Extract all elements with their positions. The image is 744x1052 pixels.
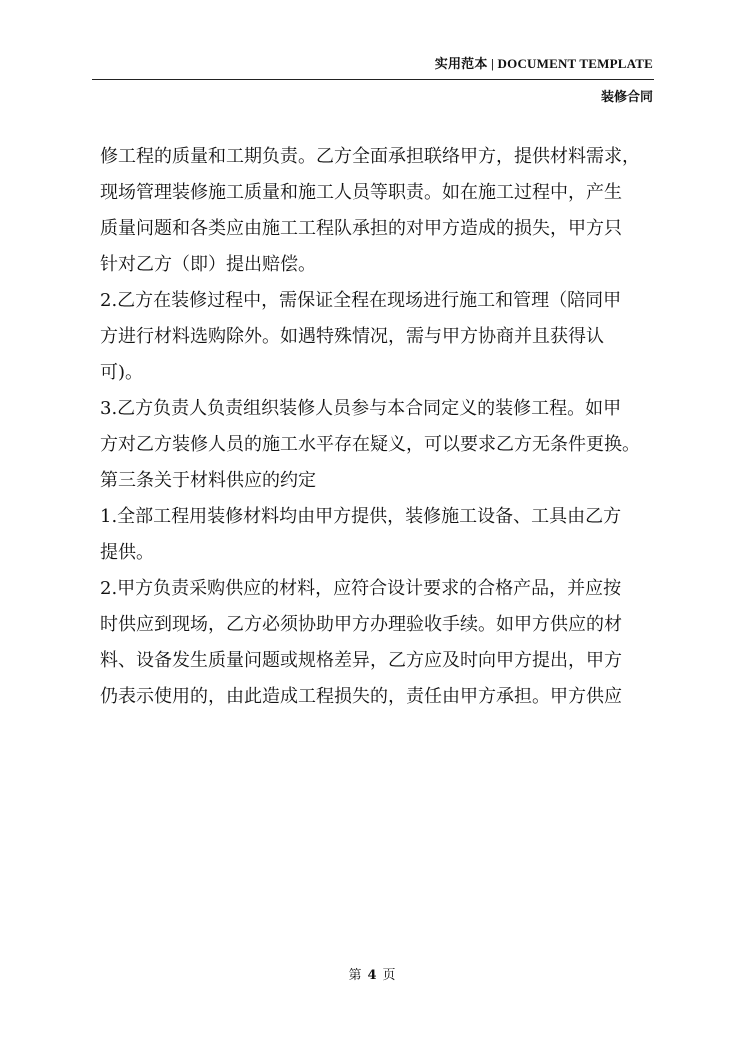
paragraph: 2.乙方在装修过程中，需保证全程在现场进行施工和管理（陪同甲 方进行材料选购除外。如遇特殊情况，需与甲方协商并且获得认 可)。 [100,290,622,383]
paragraph: 3.乙方负责人负责组织装修人员参与本合同定义的装修工程。如甲 方对乙方装修人员的施工水平存在疑义，可以要求乙方无条件更换。 [100,398,640,455]
page-number-suffix: 页 [382,968,396,983]
page-number-prefix: 第 [348,968,362,983]
section-heading: 第三条关于材料供应的约定 [100,470,316,491]
header-subtitle: 装修合同 [600,90,653,105]
paragraph: 修工程的质量和工期负责。乙方全面承担联络甲方，提供材料需求， 现场管理装修施工质量和施工人员等职责。如在施工过程中，产生 质量问题和各类应由施工工程队承担的对甲方造成的损失，甲方只 针对乙方（即）提出赔偿。 [100,146,640,275]
header-title: 实用范本 | DOCUMENT TEMPLATE [434,56,653,71]
page-number: 4 [367,968,377,983]
paragraph: 1.全部工程用装修材料均由甲方提供，装修施工设备、工具由乙方 提供。 [100,506,622,563]
paragraph: 2.甲方负责采购供应的材料，应符合设计要求的合格产品，并应按 时供应到现场，乙方必须协助甲方办理验收手续。如甲方供应的材 料、设备发生质量问题或规格差异，乙方应及时向甲方提出，甲方 仍表示使用的，由此造成工程损失的，责任由甲方承担。甲方供应 [100,578,622,707]
header-divider [92,79,654,80]
page-footer [0,964,744,983]
body-text [100,139,655,715]
